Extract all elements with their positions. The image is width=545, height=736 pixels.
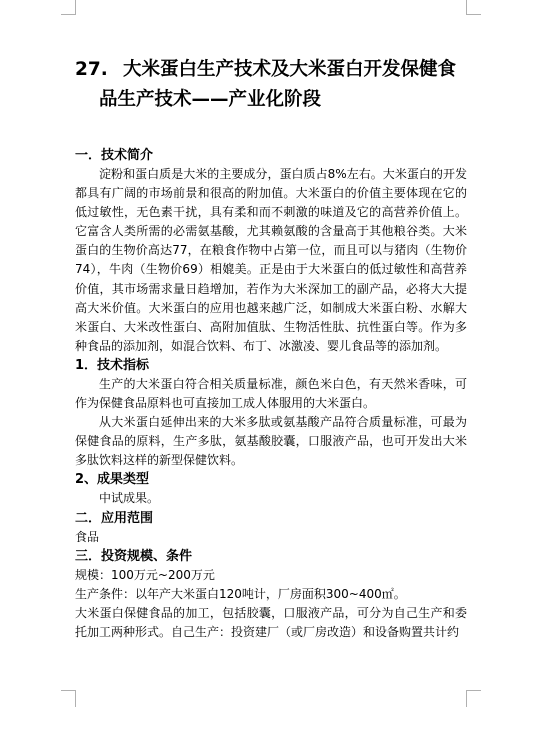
crop-mark-bottom-left [61,690,76,707]
section-heading-tech: 1．技术指标 [75,357,150,373]
invest-conditions: 生产条件：以年产大米蛋白120吨计，厂房面积300~400㎡。 [75,586,406,601]
tech-paragraph-1: 生产的大米蛋白符合相关质量标准，颜色米白色，有天然米香味，可作为保健食品原料也可直接加工成人体服用的大米蛋白。 [75,376,467,411]
document-page [75,55,467,642]
result-value: 中试成果。 [99,491,160,506]
scope-value: 食品 [75,529,100,544]
section-heading-invest: 三．投资规模、条件 [75,548,193,564]
title-line-2: 品生产技术——产业化阶段 [99,89,322,110]
title-number: 27. [75,59,108,80]
crop-mark-top-right [466,0,481,15]
section-heading-scope: 二．应用范围 [75,510,154,526]
title-line-1: 大米蛋白生产技术及大米蛋白开发保健食 [123,59,457,80]
invest-scale: 规模：100万元~200万元 [75,567,215,582]
document-title [75,55,467,115]
invest-paragraph: 大米蛋白保健食品的加工，包括胶囊，口服液产品，可分为自己生产和委托加工两种形式。自己生产：投资建厂（或厂房改造）和设备购置共计约 [75,605,467,639]
section-heading-intro: 一．技术简介 [75,148,154,163]
section-heading-result: 2、成果类型 [75,472,150,488]
tech-paragraph-2: 从大米蛋白延伸出来的大米多肽或氨基酸产品符合质量标准，可最为保健食品的原料，生产多肽，氨基酸胶囊，口服液产品，也可开发出大米多肽饮料这样的新型保健饮料。 [75,415,467,468]
crop-mark-bottom-right [466,690,481,707]
crop-mark-top-left [61,0,76,15]
intro-paragraph: 淀粉和蛋白质是大米的主要成分，蛋白质占8%左右。大米蛋白的开发都具有广阔的市场前景和很高的附加值。大米蛋白的价值主要体现在它的低过敏性，无色素干扰，具有柔和而不刺激的味道及它的高营养价值上。它富含人类所需的必需氨基酸，尤其赖氨酸的含量高于其他粮谷类。大米蛋白的生物价高达77，在粮食作物中占第一位，而且可以与猪肉（生物价74），牛肉（生物价69）相媲美。正是由于大米蛋白的低过敏性和高营养价值，其市场需求量日趋增加，若作为大米深加工的副产品，必将大大提高大米价值。大米蛋白的应用也越来越广泛，如制成大米蛋白粉、水解大米蛋白、大米改性蛋白、高附加值肽、生物活性肽、抗性蛋白等。作为多种食品的添加剂，如混合饮料、布丁、冰激凌、婴儿食品等的添加剂。 [75,167,467,353]
